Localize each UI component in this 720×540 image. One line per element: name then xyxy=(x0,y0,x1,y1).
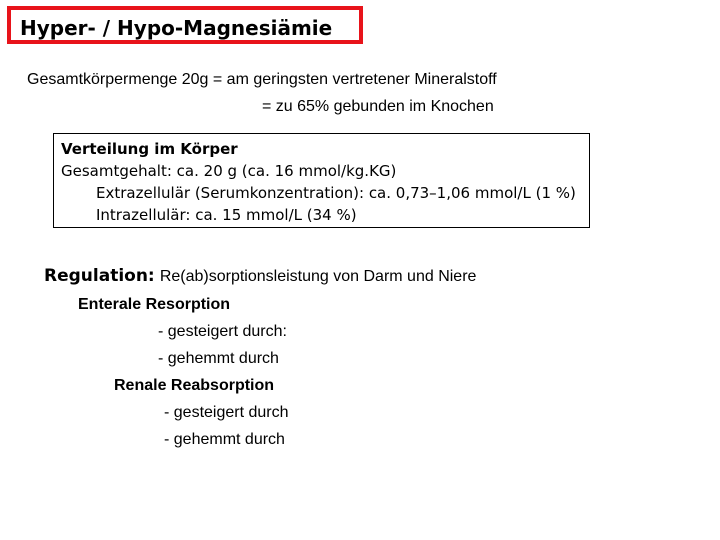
enteral-increased: - gesteigert durch: xyxy=(158,323,287,340)
regulation-label: Regulation: xyxy=(44,266,155,286)
renal-increased: - gesteigert durch xyxy=(164,404,289,421)
distribution-box xyxy=(53,133,590,228)
renal-inhibited: - gehemmt durch xyxy=(164,431,285,448)
distribution-total: Gesamtgehalt: ca. 20 g (ca. 16 mmol/kg.KG) xyxy=(61,162,397,180)
renal-heading: Renale Reabsorption xyxy=(114,377,275,394)
distribution-extracellular: Extrazellulär (Serumkonzentration): ca. 0,73–1,06 mmol/L (1 %) xyxy=(96,184,576,202)
regulation-text: Re(ab)sorptionsleistung von Darm und Niere xyxy=(159,268,477,285)
title-box xyxy=(7,6,363,44)
intro-line-2: = zu 65% gebunden im Knochen xyxy=(262,98,494,115)
intro-line-1: Gesamtkörpermenge 20g = am geringsten vertretener Mineralstoff xyxy=(27,71,497,88)
distribution-heading: Verteilung im Körper xyxy=(61,140,238,158)
distribution-intracellular: Intrazellulär: ca. 15 mmol/L (34 %) xyxy=(96,206,357,224)
enteral-inhibited: - gehemmt durch xyxy=(158,350,279,367)
regulation-row xyxy=(44,265,476,287)
enteral-heading: Enterale Resorption xyxy=(78,296,231,313)
page-title: Hyper- / Hypo-Magnesiämie xyxy=(20,16,333,40)
